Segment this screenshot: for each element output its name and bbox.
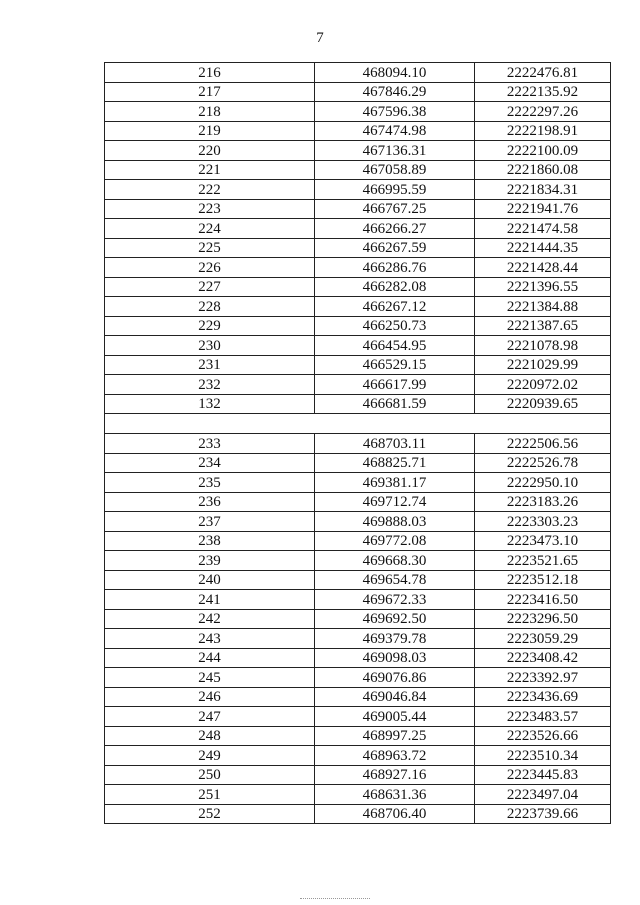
y-coordinate-cell: 2222526.78 (475, 453, 611, 473)
y-coordinate-cell: 2221834.31 (475, 180, 611, 200)
table-row (105, 687, 611, 707)
point-number-cell: 245 (105, 668, 315, 688)
y-coordinate-cell: 2221941.76 (475, 199, 611, 219)
point-number-cell: 233 (105, 434, 315, 454)
x-coordinate-cell: 469692.50 (315, 609, 475, 629)
point-number-cell: 236 (105, 492, 315, 512)
point-number-cell: 231 (105, 355, 315, 375)
y-coordinate-cell: 2223483.57 (475, 707, 611, 727)
y-coordinate-cell: 2223436.69 (475, 687, 611, 707)
table-row (105, 82, 611, 102)
table-row (105, 258, 611, 278)
table-row (105, 141, 611, 161)
y-coordinate-cell: 2220972.02 (475, 375, 611, 395)
x-coordinate-cell: 469005.44 (315, 707, 475, 727)
x-coordinate-cell: 469381.17 (315, 473, 475, 493)
y-coordinate-cell: 2223512.18 (475, 570, 611, 590)
y-coordinate-cell: 2223059.29 (475, 629, 611, 649)
x-coordinate-cell: 467846.29 (315, 82, 475, 102)
y-coordinate-cell: 2223526.66 (475, 726, 611, 746)
x-coordinate-cell: 466267.12 (315, 297, 475, 317)
x-coordinate-cell: 466529.15 (315, 355, 475, 375)
y-coordinate-cell: 2221444.35 (475, 238, 611, 258)
y-coordinate-cell: 2222135.92 (475, 82, 611, 102)
x-coordinate-cell: 466995.59 (315, 180, 475, 200)
table-row (105, 785, 611, 805)
table-row (105, 316, 611, 336)
y-coordinate-cell: 2223521.65 (475, 551, 611, 571)
point-number-cell: 251 (105, 785, 315, 805)
y-coordinate-cell: 2223303.23 (475, 512, 611, 532)
table-row (105, 570, 611, 590)
table-row (105, 668, 611, 688)
page-number: 7 (316, 30, 324, 46)
table-row (105, 375, 611, 395)
y-coordinate-cell: 2222950.10 (475, 473, 611, 493)
table-row (105, 590, 611, 610)
table-row (105, 102, 611, 122)
table-row (105, 394, 611, 414)
point-number-cell: 237 (105, 512, 315, 532)
point-number-cell: 228 (105, 297, 315, 317)
point-number-cell: 219 (105, 121, 315, 141)
point-number-cell: 221 (105, 160, 315, 180)
table-row (105, 434, 611, 454)
x-coordinate-cell: 469654.78 (315, 570, 475, 590)
table-row (105, 492, 611, 512)
x-coordinate-cell: 468825.71 (315, 453, 475, 473)
table-row (105, 160, 611, 180)
table-row (105, 629, 611, 649)
y-coordinate-cell: 2222198.91 (475, 121, 611, 141)
x-coordinate-cell: 467596.38 (315, 102, 475, 122)
y-coordinate-cell: 2223296.50 (475, 609, 611, 629)
x-coordinate-cell: 466282.08 (315, 277, 475, 297)
point-number-cell: 218 (105, 102, 315, 122)
point-number-cell: 240 (105, 570, 315, 590)
point-number-cell: 232 (105, 375, 315, 395)
table-row (105, 804, 611, 824)
footer-mark (300, 898, 370, 902)
y-coordinate-cell: 2221860.08 (475, 160, 611, 180)
point-number-cell: 216 (105, 63, 315, 83)
y-coordinate-cell: 2223473.10 (475, 531, 611, 551)
point-number-cell: 238 (105, 531, 315, 551)
point-number-cell: 217 (105, 82, 315, 102)
point-number-cell: 224 (105, 219, 315, 239)
point-number-cell: 250 (105, 765, 315, 785)
y-coordinate-cell: 2223183.26 (475, 492, 611, 512)
x-coordinate-cell: 466286.76 (315, 258, 475, 278)
point-number-cell: 249 (105, 746, 315, 766)
y-coordinate-cell: 2223510.34 (475, 746, 611, 766)
x-coordinate-cell: 466267.59 (315, 238, 475, 258)
y-coordinate-cell: 2221078.98 (475, 336, 611, 356)
point-number-cell: 226 (105, 258, 315, 278)
point-number-cell: 244 (105, 648, 315, 668)
point-number-cell: 248 (105, 726, 315, 746)
x-coordinate-cell: 466681.59 (315, 394, 475, 414)
y-coordinate-cell: 2221396.55 (475, 277, 611, 297)
point-number-cell: 222 (105, 180, 315, 200)
x-coordinate-cell: 469046.84 (315, 687, 475, 707)
y-coordinate-cell: 2223408.42 (475, 648, 611, 668)
point-number-cell: 229 (105, 316, 315, 336)
y-coordinate-cell: 2221029.99 (475, 355, 611, 375)
point-number-cell: 239 (105, 551, 315, 571)
table-row (105, 726, 611, 746)
point-number-cell: 234 (105, 453, 315, 473)
y-coordinate-cell: 2222100.09 (475, 141, 611, 161)
y-coordinate-cell: 2222476.81 (475, 63, 611, 83)
y-coordinate-cell: 2223445.83 (475, 765, 611, 785)
group-separator-cell (105, 414, 611, 434)
table-row (105, 297, 611, 317)
table-row (105, 765, 611, 785)
table-row (105, 63, 611, 83)
point-number-cell: 230 (105, 336, 315, 356)
table-row (105, 355, 611, 375)
y-coordinate-cell: 2223416.50 (475, 590, 611, 610)
point-number-cell: 220 (105, 141, 315, 161)
table-row (105, 473, 611, 493)
x-coordinate-cell: 466617.99 (315, 375, 475, 395)
coordinates-table (104, 62, 611, 824)
table-row (105, 199, 611, 219)
x-coordinate-cell: 469712.74 (315, 492, 475, 512)
x-coordinate-cell: 468997.25 (315, 726, 475, 746)
y-coordinate-cell: 2221387.65 (475, 316, 611, 336)
y-coordinate-cell: 2221428.44 (475, 258, 611, 278)
table-row (105, 121, 611, 141)
x-coordinate-cell: 469772.08 (315, 531, 475, 551)
y-coordinate-cell: 2222297.26 (475, 102, 611, 122)
point-number-cell: 235 (105, 473, 315, 493)
y-coordinate-cell: 2223739.66 (475, 804, 611, 824)
table-row (105, 551, 611, 571)
x-coordinate-cell: 469888.03 (315, 512, 475, 532)
table-row (105, 707, 611, 727)
y-coordinate-cell: 2223392.97 (475, 668, 611, 688)
x-coordinate-cell: 468963.72 (315, 746, 475, 766)
table-row (105, 238, 611, 258)
y-coordinate-cell: 2222506.56 (475, 434, 611, 454)
table-row (105, 531, 611, 551)
point-number-cell: 242 (105, 609, 315, 629)
x-coordinate-cell: 467136.31 (315, 141, 475, 161)
x-coordinate-cell: 468703.11 (315, 434, 475, 454)
point-number-cell: 246 (105, 687, 315, 707)
point-number-cell: 225 (105, 238, 315, 258)
y-coordinate-cell: 2221384.88 (475, 297, 611, 317)
x-coordinate-cell: 467474.98 (315, 121, 475, 141)
table-row (105, 277, 611, 297)
x-coordinate-cell: 469098.03 (315, 648, 475, 668)
table-row (105, 512, 611, 532)
x-coordinate-cell: 468631.36 (315, 785, 475, 805)
table-row (105, 453, 611, 473)
x-coordinate-cell: 466266.27 (315, 219, 475, 239)
x-coordinate-cell: 467058.89 (315, 160, 475, 180)
x-coordinate-cell: 466250.73 (315, 316, 475, 336)
table-row (105, 609, 611, 629)
table-row (105, 336, 611, 356)
point-number-cell: 252 (105, 804, 315, 824)
table-row (105, 648, 611, 668)
x-coordinate-cell: 466454.95 (315, 336, 475, 356)
point-number-cell: 227 (105, 277, 315, 297)
x-coordinate-cell: 469672.33 (315, 590, 475, 610)
point-number-cell: 247 (105, 707, 315, 727)
table-row (105, 219, 611, 239)
x-coordinate-cell: 468927.16 (315, 765, 475, 785)
y-coordinate-cell: 2221474.58 (475, 219, 611, 239)
point-number-cell: 132 (105, 394, 315, 414)
y-coordinate-cell: 2223497.04 (475, 785, 611, 805)
y-coordinate-cell: 2220939.65 (475, 394, 611, 414)
x-coordinate-cell: 466767.25 (315, 199, 475, 219)
point-number-cell: 243 (105, 629, 315, 649)
x-coordinate-cell: 469076.86 (315, 668, 475, 688)
x-coordinate-cell: 468094.10 (315, 63, 475, 83)
point-number-cell: 223 (105, 199, 315, 219)
x-coordinate-cell: 469379.78 (315, 629, 475, 649)
x-coordinate-cell: 468706.40 (315, 804, 475, 824)
table-row (105, 180, 611, 200)
group-separator-row (105, 414, 611, 434)
point-number-cell: 241 (105, 590, 315, 610)
table-row (105, 746, 611, 766)
x-coordinate-cell: 469668.30 (315, 551, 475, 571)
